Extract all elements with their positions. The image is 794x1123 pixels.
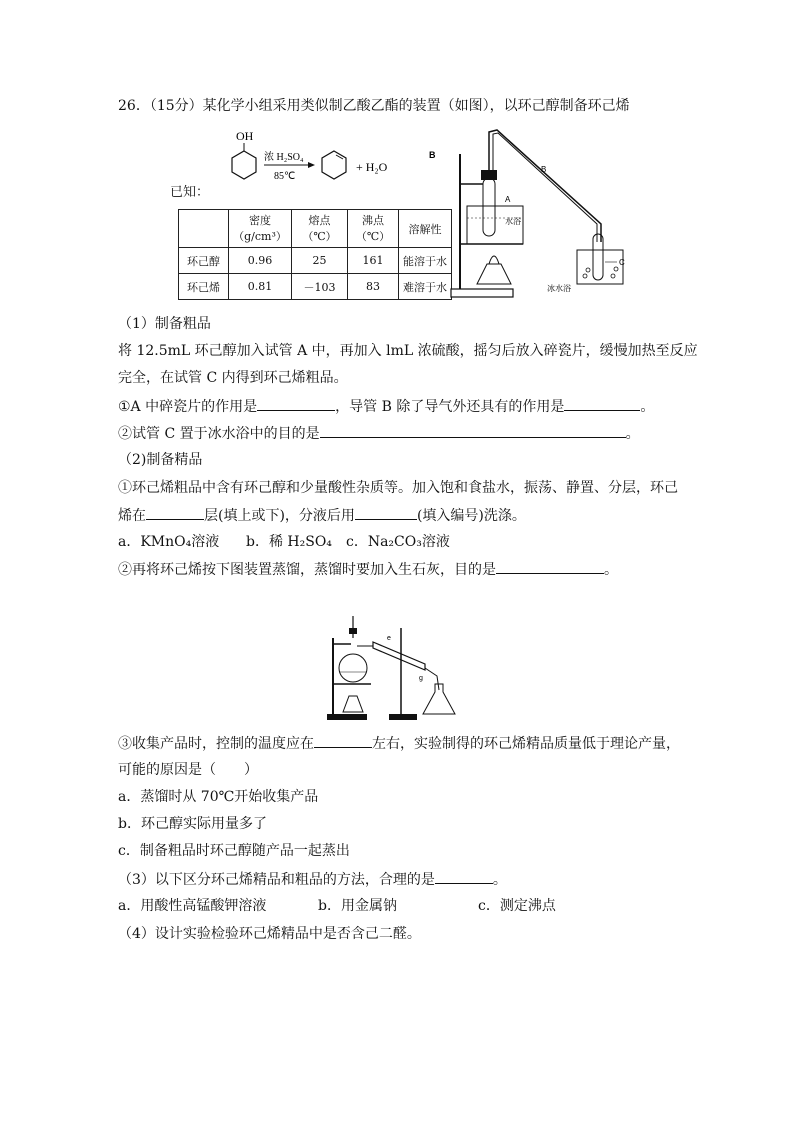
answer-blank-2c[interactable]	[314, 733, 372, 748]
part1-text-line2: 完全，在试管 C 内得到环己烯粗品。	[118, 370, 348, 386]
burner	[477, 264, 511, 284]
q3-end: 。	[492, 872, 507, 888]
q3-option-b: b．用金属钠	[318, 898, 397, 914]
table-header-cell: 溶解性	[399, 210, 452, 248]
q1a-middle: ，导管 B 除了导气外还具有的作用是	[335, 399, 565, 415]
table-row	[179, 274, 452, 300]
reaction-scheme	[222, 124, 402, 192]
question-2a-options	[118, 532, 450, 552]
table-header-cell: 密度 （g/cm³）	[229, 210, 292, 248]
condenser	[373, 642, 425, 670]
q2a-prefix: 烯在	[118, 508, 146, 524]
table-cell: 25	[292, 248, 348, 274]
table-header-cell: 熔点 （℃）	[292, 210, 348, 248]
part2-heading: （2)制备精品	[118, 452, 203, 468]
question-2b	[118, 559, 618, 580]
q1b-prefix: ②试管 C 置于冰水浴中的目的是	[118, 426, 320, 442]
condition-top: 浓 H₂SO₄	[264, 152, 304, 163]
table-cell: 环己烯	[179, 274, 229, 300]
table-cell: 能溶于水	[399, 248, 452, 274]
label-bath: 水浴	[505, 217, 521, 226]
cyclohexanol-ring	[232, 151, 256, 179]
option-b: b．稀 H₂SO₄	[246, 534, 332, 550]
q2b-prefix: ②再将环己烯按下图装置蒸馏，蒸馏时要加入生石灰，目的是	[118, 562, 496, 578]
table-row	[179, 248, 452, 274]
q2a-middle: 层(填上或下)，分液后用	[204, 508, 355, 524]
condition-bottom: 85℃	[274, 171, 296, 182]
cyclohexene-ring	[322, 151, 346, 179]
label-b-left: B	[429, 150, 436, 160]
question-2a-line2	[118, 505, 526, 526]
label-ice-bath: 冰水浴	[547, 284, 571, 293]
q2b-end: 。	[604, 562, 618, 578]
option-c: c．Na₂CO₃溶液	[346, 534, 450, 550]
known-label: 已知：	[170, 185, 210, 200]
label-condenser: e	[387, 635, 391, 642]
properties-table	[178, 209, 452, 300]
label-c: C	[619, 258, 625, 267]
distillation-apparatus	[325, 588, 465, 724]
option-a: a．KMnO₄溶液	[118, 534, 220, 550]
answer-blank-2a-1[interactable]	[146, 505, 204, 520]
label-outlet: g	[419, 675, 423, 682]
q3-option-a: a．用酸性高锰酸钾溶液	[118, 898, 267, 914]
question-2c-line2: 可能的原因是（ ）	[118, 762, 258, 778]
test-tube-a	[483, 178, 495, 236]
distilling-flask	[339, 654, 367, 682]
table-cell: 83	[348, 274, 399, 300]
oh-label: OH	[236, 129, 254, 143]
q2c-option-b: b．环己醇实际用量多了	[118, 816, 267, 832]
q1a-prefix: ①A 中碎瓷片的作用是	[118, 399, 258, 415]
product-water: + H₂O	[356, 160, 388, 174]
label-a: A	[505, 195, 511, 204]
table-cell: 难溶于水	[399, 274, 452, 300]
burner-2	[343, 696, 363, 712]
table-cell: 161	[348, 248, 399, 274]
answer-blank-2b[interactable]	[496, 559, 604, 574]
q3-option-c: c．测定沸点	[478, 898, 556, 914]
q1b-end: 。	[625, 426, 640, 442]
q1a-end: 。	[640, 399, 655, 415]
question-3	[118, 869, 507, 890]
apparatus-figure-1	[425, 124, 655, 304]
table-cell: －103	[292, 274, 348, 300]
part1-text-line1: 将 12.5mL 环己醇加入试管 A 中，再加入 lmL 浓硫酸，摇匀后放入碎瓷片，缓慢加热至反应	[118, 343, 698, 359]
question-1b	[118, 423, 640, 444]
answer-blank-1a-2[interactable]	[564, 396, 640, 411]
q2c-option-a: a．蒸馏时从 70℃开始收集产品	[118, 789, 319, 805]
answer-blank-1a-1[interactable]	[257, 396, 335, 411]
q2c-prefix: ③收集产品时，控制的温度应在	[118, 736, 314, 752]
stand-base-left	[327, 714, 367, 720]
answer-blank-1b[interactable]	[320, 423, 626, 438]
q2c-middle: 左右，实验制得的环己烯精品质量低于理论产量，	[372, 736, 680, 752]
question-title: 26．（15分）某化学小组采用类似制乙酸乙酯的装置（如图），以环己醇制备环己烯	[118, 98, 630, 114]
question-3-options	[118, 896, 556, 916]
table-cell: 0.96	[229, 248, 292, 274]
table-header-cell: 沸点 （℃）	[348, 210, 399, 248]
table-header-cell	[179, 210, 229, 248]
answer-blank-2a-2[interactable]	[355, 505, 417, 520]
q2c-option-c: c．制备粗品时环己醇随产品一起蒸出	[118, 843, 350, 859]
stand-base	[451, 289, 513, 297]
table-cell: 环己醇	[179, 248, 229, 274]
label-b-tube: B	[541, 165, 547, 174]
q3-prefix: （3）以下区分环己烯精品和粗品的方法，合理的是	[118, 872, 435, 888]
q2a-end: (填入编号)洗涤。	[416, 508, 526, 524]
question-4: （4）设计实验检验环己烯精品中是否含己二醛。	[118, 926, 421, 942]
answer-blank-3[interactable]	[435, 869, 493, 884]
question-2c	[118, 733, 680, 754]
question-1a	[118, 396, 654, 417]
table-cell: 0.81	[229, 274, 292, 300]
question-2a-line1: ①环己烯粗品中含有环己醇和少量酸性杂质等。加入饱和食盐水，振荡、静置、分层，环己	[118, 480, 678, 496]
part1-heading: （1）制备粗品	[118, 316, 211, 332]
